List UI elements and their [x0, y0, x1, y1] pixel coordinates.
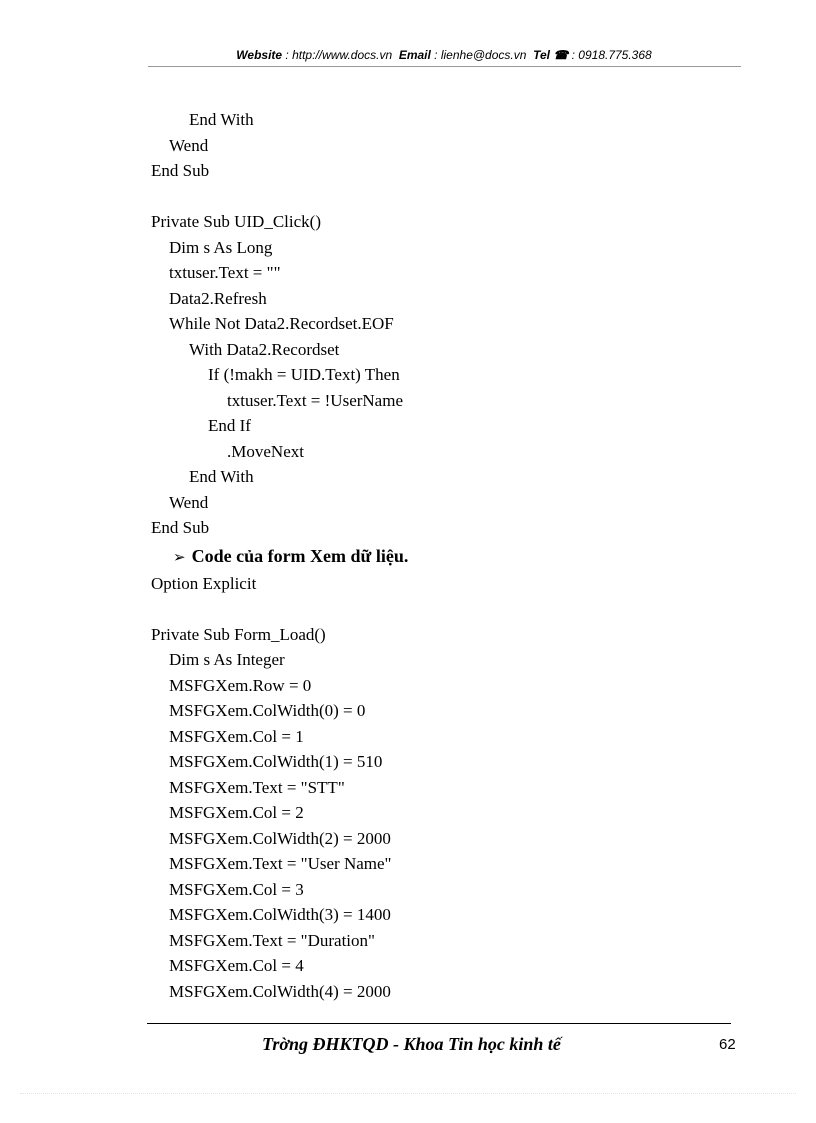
blank-line [151, 184, 408, 210]
code-line: Wend [169, 135, 209, 155]
page-bottom-edge [20, 1093, 796, 1094]
code-line: MSFGXem.ColWidth(0) = 0 [169, 701, 366, 720]
website-url[interactable]: : http://www.docs.vn [285, 48, 393, 62]
email-address[interactable]: : lienhe@docs.vn [434, 48, 527, 62]
code-line: Private Sub Form_Load() [151, 624, 326, 644]
code-line: MSFGXem.Col = 2 [169, 803, 304, 822]
code-line: MSFGXem.Col = 3 [169, 879, 304, 899]
code-line: .MoveNext [227, 441, 304, 461]
code-line: Dim s As Integer [169, 650, 285, 669]
code-line: End With [189, 467, 254, 486]
page-number: 62 [719, 1036, 736, 1053]
code-line: MSFGXem.ColWidth(4) = 2000 [169, 981, 391, 1001]
footer-divider [147, 1023, 731, 1024]
code-line: With Data2.Recordset [189, 339, 340, 359]
code-line: MSFGXem.Text = "Duration" [169, 930, 375, 950]
code-line: MSFGXem.ColWidth(1) = 510 [169, 752, 383, 771]
code-line: txtuser.Text = "" [169, 263, 281, 282]
website-label: Website [236, 48, 283, 62]
section-heading-text: Code của form Xem dữ liệu. [191, 545, 409, 566]
email-label: Email [398, 48, 431, 62]
code-listing [151, 107, 408, 1004]
code-line: MSFGXem.ColWidth(3) = 1400 [169, 905, 391, 924]
arrow-bullet-icon: ➢ [173, 549, 186, 566]
code-line: MSFGXem.Col = 1 [169, 726, 304, 746]
page-header [150, 48, 738, 62]
code-line: End Sub [151, 161, 210, 180]
code-line: MSFGXem.ColWidth(2) = 2000 [169, 828, 391, 848]
section-heading [151, 541, 408, 571]
code-line: txtuser.Text = !UserName [227, 390, 403, 410]
code-line: MSFGXem.Col = 4 [169, 956, 304, 975]
footer-institution: Trờng ĐHKTQD - Khoa Tin học kinh tế [262, 1034, 561, 1054]
code-line: Data2.Refresh [169, 288, 267, 308]
code-line: Private Sub UID_Click() [151, 212, 321, 231]
code-line: If (!makh = UID.Text) Then [208, 365, 400, 384]
code-line: Wend [169, 492, 209, 512]
header-divider [148, 66, 741, 67]
code-line: End Sub [151, 518, 210, 537]
code-line: MSFGXem.Text = "User Name" [169, 854, 392, 873]
tel-number: : 0918.775.368 [571, 48, 652, 62]
blank-line [151, 596, 408, 622]
code-line: MSFGXem.Row = 0 [169, 675, 312, 695]
code-line: End With [189, 110, 254, 129]
code-line: Dim s As Long [169, 237, 273, 257]
code-line: MSFGXem.Text = "STT" [169, 777, 345, 797]
phone-icon: ☎ [553, 48, 569, 62]
code-line: End If [208, 416, 251, 435]
code-line: Option Explicit [151, 573, 257, 593]
tel-label: Tel [533, 48, 550, 62]
code-line: While Not Data2.Recordset.EOF [169, 314, 394, 333]
